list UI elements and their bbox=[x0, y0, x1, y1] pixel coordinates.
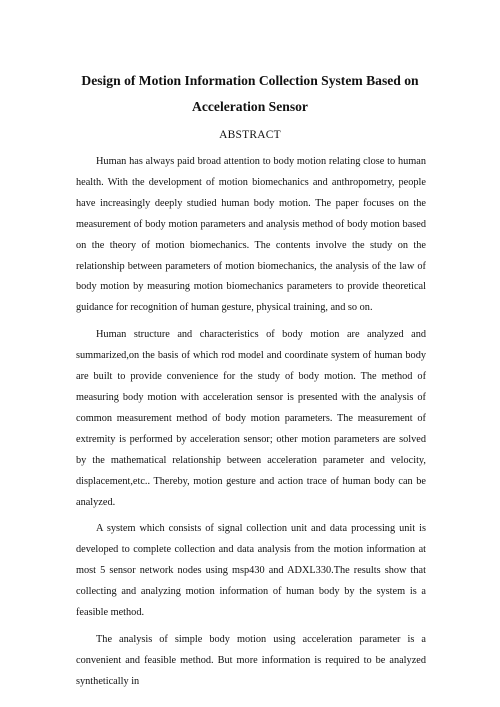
abstract-paragraph-2: Human structure and characteristics of body motion are analyzed and summarized,on the basis of which rod model and coordinate system of human body are built to provide convenience for the study of body motion. The method of measuring body motion with acceleration sensor is presented with the analysis of common measurement method of body motion parameters. The measurement of extremity is performed by acceleration sensor; other motion parameters are solved by the mathematical relationship between acceleration parameter and velocity, displacement,etc.. Thereby, motion gesture and action trace of human body can be analyzed. bbox=[76, 329, 426, 508]
paper-title-line-1: Design of Motion Information Collection System Based on bbox=[81, 73, 419, 88]
abstract-paragraph-3: A system which consists of signal collection unit and data processing unit is developed to complete collection and data analysis from the motion information at most 5 sensor network nodes using msp430 and ADXL330.The results show that collecting and analyzing motion information of human body by the system is a feasible method. bbox=[76, 523, 426, 619]
abstract-heading: ABSTRACT bbox=[219, 129, 281, 141]
abstract-paragraph-1: Human has always paid broad attention to body motion relating close to human health. With the development of motion biomechanics and anthropometry, people have increasingly deeply studied human body motion. The paper focuses on the measurement of body motion parameters and analysis method of body motion based on the theory of motion biomechanics. The contents involve the study on the relationship between parameters of motion biomechanics, the analysis of the law of body motion by measuring motion biomechanics parameters to provide theoretical guidance for recognition of human gesture, physical training, and so on. bbox=[76, 156, 426, 314]
abstract-paragraph-4: The analysis of simple body motion using acceleration parameter is a convenient and feasible method. But more information is required to be analyzed synthetically in bbox=[76, 633, 426, 687]
paper-title-line-2: Acceleration Sensor bbox=[192, 99, 308, 114]
abstract-body bbox=[76, 152, 426, 699]
